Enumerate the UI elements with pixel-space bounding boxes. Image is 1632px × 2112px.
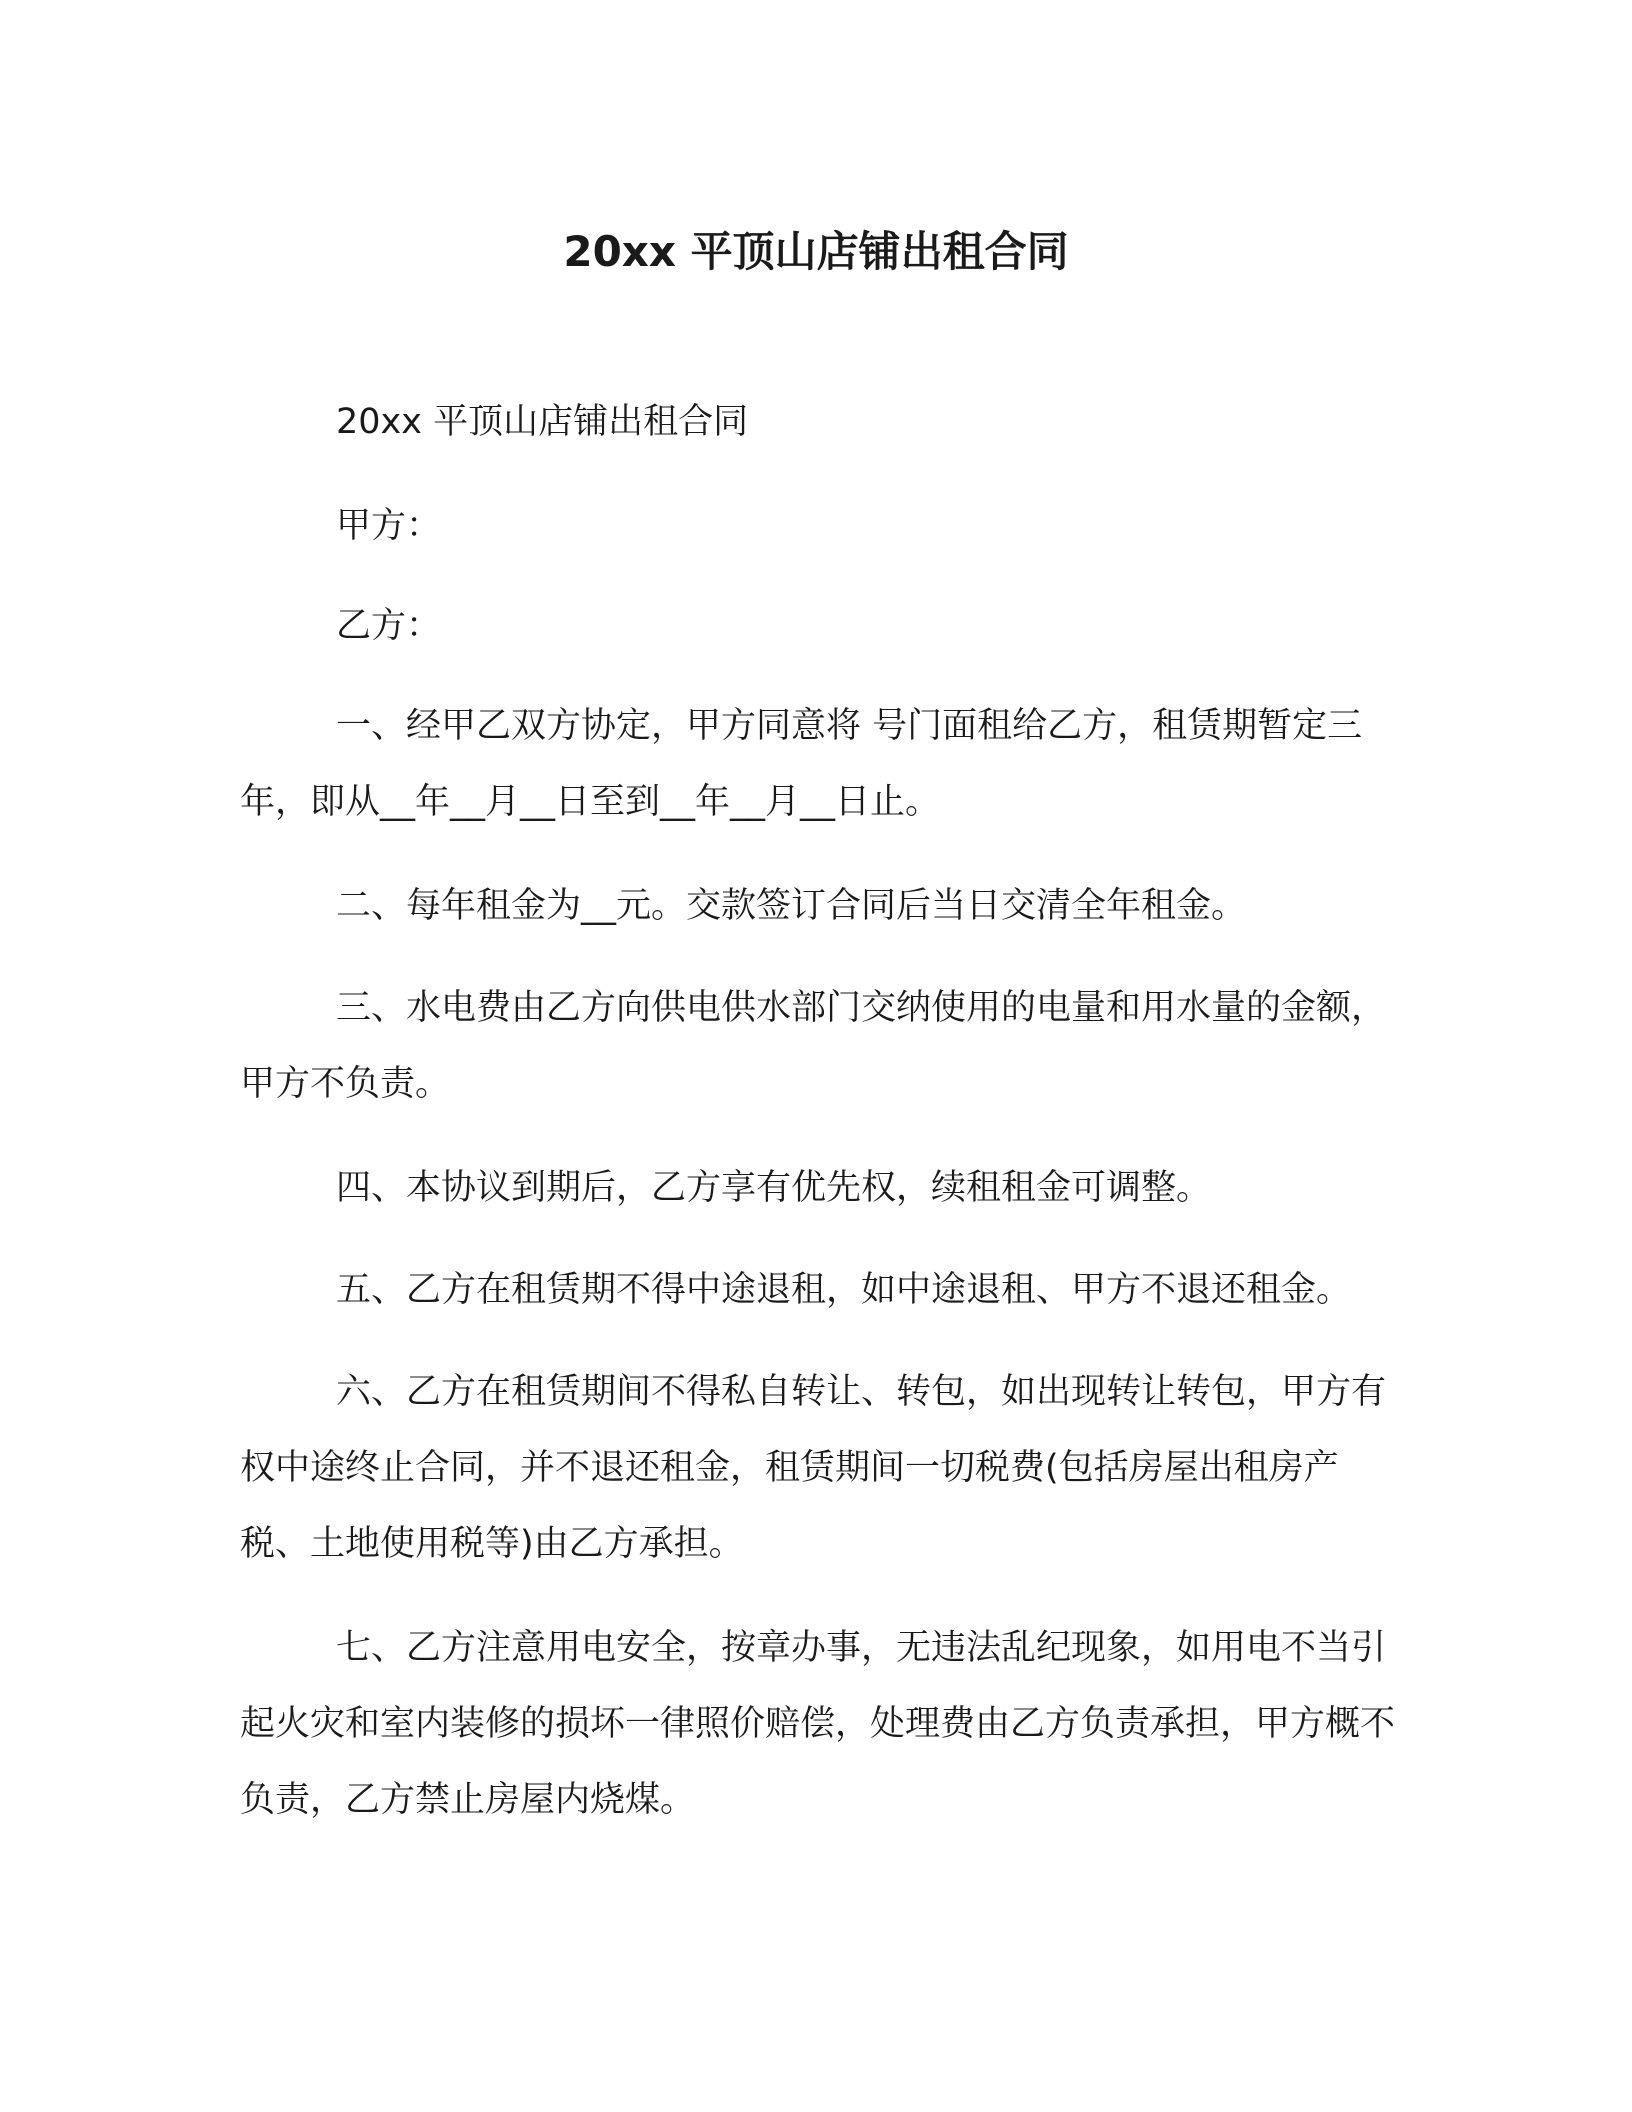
clause-5: 五、乙方在租赁期不得中途退租，如中途退租、甲方不退还租金。 [336, 1270, 1352, 1310]
clause-6: 六、乙方在租赁期间不得私自转让、转包，如出现转让转包，甲方有权中途终止合同，并不退还租金，租赁期间一切税费(包括房屋出租房产税、土地使用税等)由乙方承担。 [240, 1372, 1387, 1564]
clause-4: 四、本协议到期后，乙方享有优先权，续租租金可调整。 [336, 1168, 1212, 1208]
document-title: 20xx 平顶山店铺出租合同 [563, 227, 1069, 276]
clause-1: 一、经甲乙双方协定，甲方同意将 号门面租给乙方，租赁期暂定三年，即从__年__月__日至到__年__月__日止。 [240, 706, 1363, 822]
clause-2: 二、每年租金为__元。交款签订合同后当日交清全年租金。 [336, 886, 1247, 926]
clause-3: 三、水电费由乙方向供电供水部门交纳使用的电量和用水量的金额，甲方不负责。 [240, 988, 1387, 1104]
clause-7: 七、乙方注意用电安全，按章办事，无违法乱纪现象，如用电不当引起火灾和室内装修的损坏一律照价赔偿，处理费由乙方负责承担，甲方概不负责，乙方禁止房屋内烧煤。 [240, 1628, 1396, 1820]
party-a-label: 甲方： [336, 506, 442, 546]
party-b-label: 乙方： [336, 606, 442, 646]
document-subtitle: 20xx 平顶山店铺出租合同 [336, 402, 749, 442]
